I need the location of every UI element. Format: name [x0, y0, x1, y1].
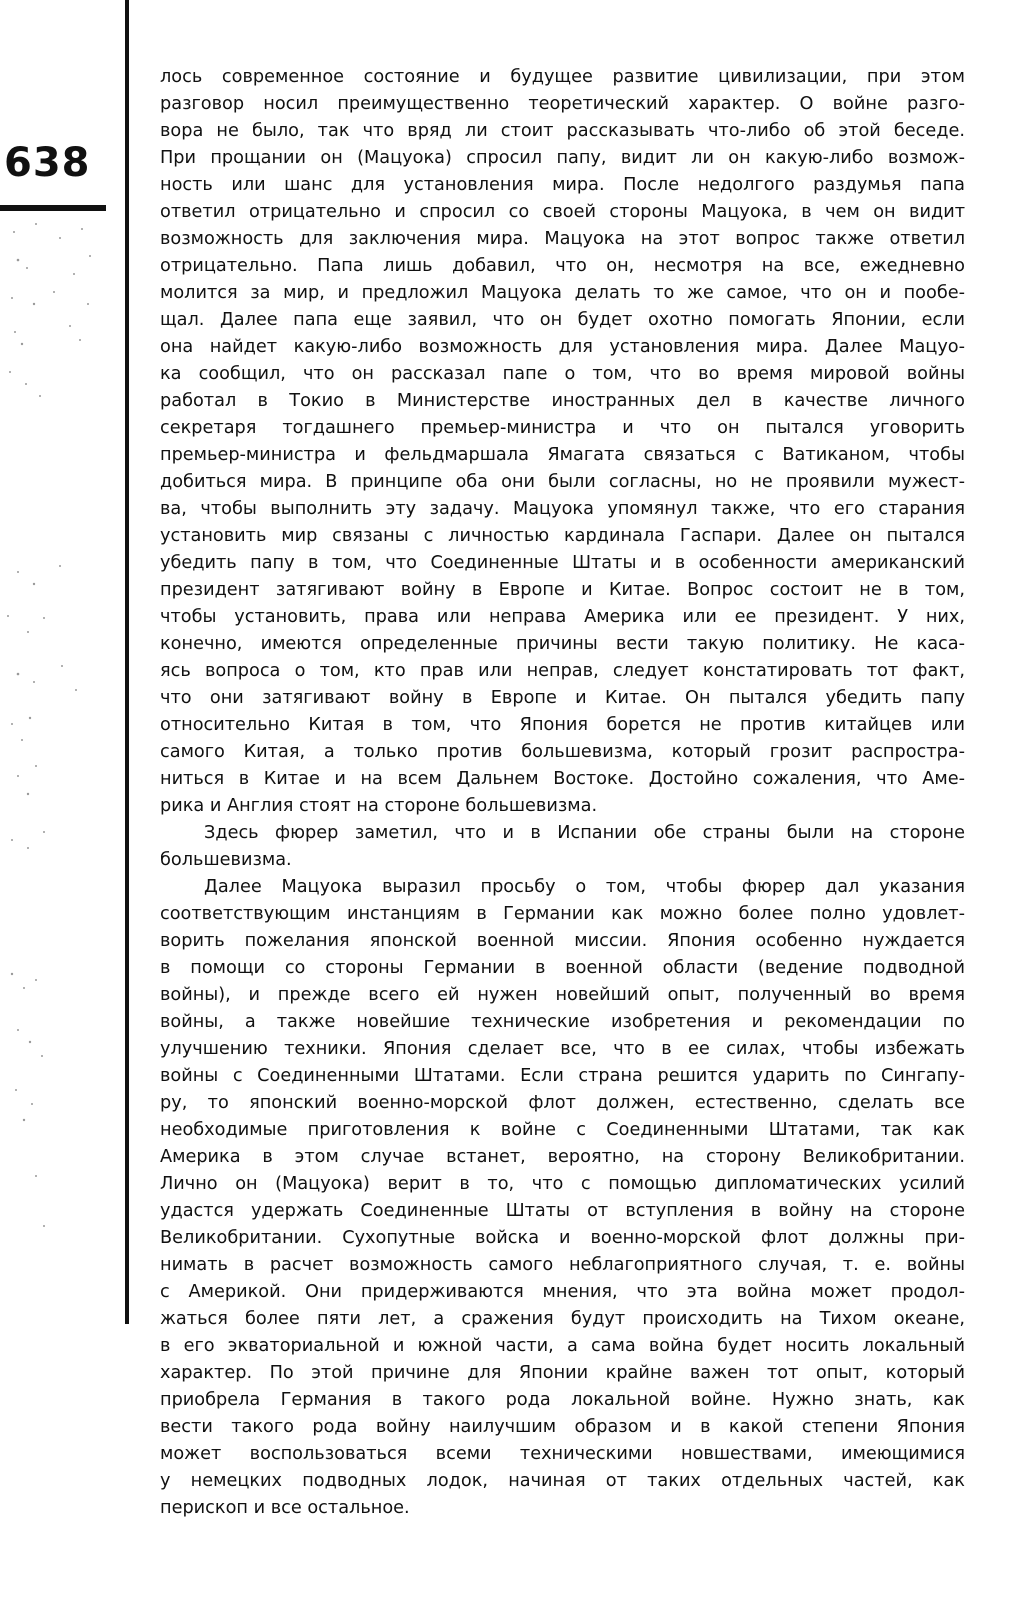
text-line: самого Китая, а только против большевизма, который грозит распростра- [160, 742, 965, 762]
text-line: в помощи со стороны Германии в военной области (ведение подводной [160, 958, 965, 978]
text-line: установить мир связаны с личностью кардинала Гаспари. Далее он пытался [160, 526, 965, 546]
text-line: Здесь фюрер заметил, что и в Испании обе страны были на стороне [204, 823, 965, 843]
text-line: что они затягивают войну в Европе и Китае. Он пытался убедить папу [160, 688, 965, 708]
text-line: чтобы установить, права или неправа Америка или ее президент. У них, [160, 607, 965, 627]
text-line: ясь вопроса о том, кто прав или неправ, следует констатировать тот факт, [160, 661, 965, 681]
text-line: возможность для заключения мира. Мацуока на этот вопрос также ответил [160, 229, 965, 249]
text-line: необходимые приготовления к войне с Соединенными Штатами, так как [160, 1120, 965, 1140]
text-line: Далее Мацуока выразил просьбу о том, чтобы фюрер дал указания [204, 877, 965, 897]
text-line: лось современное состояние и будущее развитие цивилизации, при этом [160, 67, 965, 87]
text-line: войны, а также новейшие технические изобретения и рекомендации по [160, 1012, 965, 1032]
text-line: ру, то японский военно-морской флот должен, естественно, сделать все [160, 1093, 965, 1113]
text-line: вора не было, так что вряд ли стоит рассказывать что-либо об этой беседе. [160, 121, 965, 141]
text-line: войны), и прежде всего ей нужен новейший опыт, полученный во время [160, 985, 965, 1005]
text-line: ка сообщил, что он рассказал папе о том, что во время мировой войны [160, 364, 965, 384]
text-line: нимать в расчет возможность самого неблагоприятного случая, т. е. войны [160, 1255, 965, 1275]
text-line: работал в Токио в Министерстве иностранных дел в качестве личного [160, 391, 965, 411]
text-line: ответил отрицательно и спросил со своей стороны Мацуока, в чем он видит [160, 202, 965, 222]
page-number-rule [0, 205, 106, 211]
text-line: большевизма. [160, 850, 292, 870]
text-line: приобрела Германия в такого рода локальной войне. Нужно знать, как [160, 1390, 965, 1410]
text-line: убедить папу в том, что Соединенные Штаты и в особенности американский [160, 553, 965, 573]
text-line: президент затягивают войну в Европе и Китае. Вопрос состоит не в том, [160, 580, 965, 600]
text-line: добиться мира. В принципе оба они были согласны, но не проявили мужест- [160, 472, 965, 492]
text-line: Великобритании. Сухопутные войска и военно-морской флот должны при- [160, 1228, 965, 1248]
text-line: удастся удержать Соединенные Штаты от вступления в войну на стороне [160, 1201, 965, 1221]
text-line: характер. По этой причине для Японии крайне важен тот опыт, который [160, 1363, 965, 1383]
text-line: рика и Англия стоят на стороне большевизма. [160, 796, 598, 816]
text-line: ва, чтобы выполнить эту задачу. Мацуока упомянул также, что его старания [160, 499, 965, 519]
text-line: При прощании он (Мацуока) спросил папу, видит ли он какую-либо возмож- [160, 148, 965, 168]
text-line: относительно Китая в том, что Япония борется не против китайцев или [160, 715, 965, 735]
text-line: улучшению техники. Япония сделает все, что в ее силах, чтобы избежать [160, 1039, 965, 1059]
text-line: вести такого рода войну наилучшим образом и в какой степени Япония [160, 1417, 965, 1437]
text-line: может воспользоваться всеми техническими новшествами, имеющимися [160, 1444, 965, 1464]
text-line: Америка в этом случае встанет, вероятно, на сторону Великобритании. [160, 1147, 965, 1167]
text-line: отрицательно. Папа лишь добавил, что он, несмотря на все, ежедневно [160, 256, 965, 276]
text-line: соответствующим инстанциям в Германии как можно более полно удовлет- [160, 904, 965, 924]
text-line: конечно, имеются определенные причины вести такую политику. Не каса- [160, 634, 965, 654]
margin-scan-noise [0, 220, 110, 1240]
text-line: в его экваториальной и южной части, а сама война будет носить локальный [160, 1336, 965, 1356]
text-line: жаться более пяти лет, а сражения будут происходить на Тихом океане, [160, 1309, 965, 1329]
text-line: секретаря тогдашнего премьер-министра и что он пытался уговорить [160, 418, 965, 438]
text-line: Лично он (Мацуока) верит в то, что с помощью дипломатических усилий [160, 1174, 965, 1194]
text-line: она найдет какую-либо возможность для установления мира. Далее Мацуо- [160, 337, 965, 357]
text-line: войны с Соединенными Штатами. Если страна решится ударить по Сингапу- [160, 1066, 965, 1086]
text-line: премьер-министра и фельдмаршала Ямагата связаться с Ватиканом, чтобы [160, 445, 965, 465]
vertical-rule [125, 0, 129, 1324]
text-line: ниться в Китае и на всем Дальнем Востоке. Достойно сожаления, что Аме- [160, 769, 965, 789]
text-line: щал. Далее папа еще заявил, что он будет охотно помогать Японии, если [160, 310, 965, 330]
text-line: ность или шанс для установления мира. После недолгого раздумья папа [160, 175, 965, 195]
text-line: ворить пожелания японской военной миссии. Япония особенно нуждается [160, 931, 965, 951]
text-line: с Америкой. Они придерживаются мнения, что эта война может продол- [160, 1282, 965, 1302]
text-line: перископ и все остальное. [160, 1498, 410, 1518]
page-number: 638 [4, 140, 91, 186]
text-line: молится за мир, и предложил Мацуока делать то же самое, что он и пообе- [160, 283, 965, 303]
text-line: разговор носил преимущественно теоретический характер. О войне разго- [160, 94, 965, 114]
text-line: у немецких подводных лодок, начиная от таких отдельных частей, как [160, 1471, 965, 1491]
